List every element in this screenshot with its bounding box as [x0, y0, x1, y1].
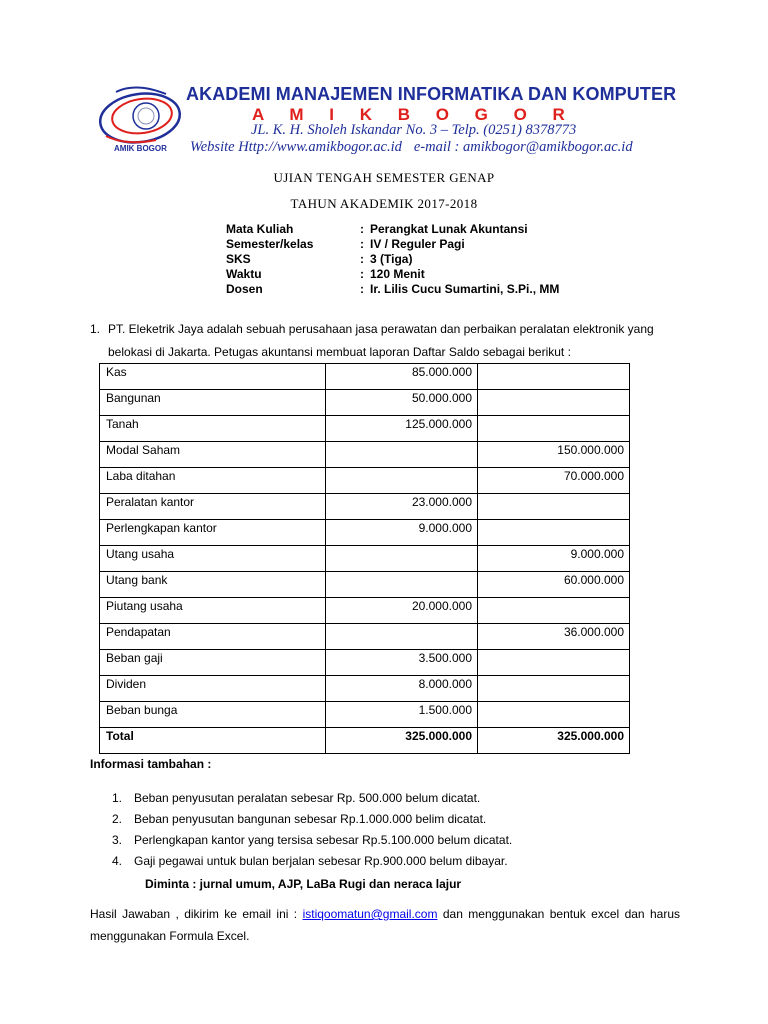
question-1 [90, 318, 682, 364]
website-link[interactable]: Website Http://www.amikbogor.ac.id [190, 139, 402, 155]
additional-notes-list [112, 790, 512, 874]
table-row: Pendapatan 36.000.000 [100, 624, 630, 650]
submission-suffix: dan menggunakan bentuk excel dan harus menggunakan Formula Excel. [90, 907, 681, 943]
question-text: PT. Eleketrik Jaya adalah sebuah perusahaan jasa perawatan dan perbaikan peralatan elektronik yang belokasi di Jakarta. Petugas akuntansi membuat laporan Daftar Saldo sebagai berikut : [108, 322, 654, 359]
submission-prefix: Hasil Jawaban , dikirim ke email ini : [90, 907, 298, 921]
table-row: Tanah 125.000.000 [100, 416, 630, 442]
table-row: Bangunan 50.000.000 [100, 390, 630, 416]
table-row: Dividen 8.000.000 [100, 676, 630, 702]
institution-sub: A M I K B O G O R [252, 105, 576, 124]
table-row: Utang bank 60.000.000 [100, 572, 630, 598]
info-row-course: Mata Kuliah : Perangkat Lunak Akuntansi [226, 222, 528, 236]
table-row: Laba ditahan 70.000.000 [100, 468, 630, 494]
amik-logo [96, 84, 190, 160]
institution-contact [190, 139, 645, 156]
exam-title: UJIAN TENGAH SEMESTER GENAP [273, 170, 495, 185]
table-row: Kas 85.000.000 [100, 364, 630, 390]
list-item: 1. Beban penyusutan peralatan sebesar Rp. 500.000 belum dicatat. [112, 791, 481, 805]
trial-balance-table [99, 363, 630, 754]
question-number: 1. [90, 322, 101, 336]
info-row-time: Waktu : 120 Menit [226, 267, 425, 281]
institution-address: JL. K. H. Sholeh Iskandar No. 3 – Telp. (0251) 8378773 [251, 122, 577, 138]
request-text: Diminta : jurnal umum, AJP, LaBa Rugi dan neraca lajur [145, 877, 462, 891]
list-item: 3. Perlengkapan kantor yang tersisa sebesar Rp.5.100.000 belum dicatat. [112, 833, 513, 847]
exam-year: TAHUN AKADEMIK 2017-2018 [290, 196, 478, 211]
info-row-semester: Semester/kelas : IV / Reguler Pagi [226, 237, 465, 251]
email-contact[interactable]: e-mail : amikbogor@amikbogor.ac.id [413, 139, 633, 155]
info-row-lecturer: Dosen : Ir. Lilis Cucu Sumartini, S.Pi., MM [226, 282, 560, 296]
table-total-row: Total 325.000.000 325.000.000 [100, 728, 630, 754]
table-row: Peralatan kantor 23.000.000 [100, 494, 630, 520]
submission-email-link[interactable]: istiqoomatun@gmail.com [302, 907, 438, 921]
logo-text: AMIK BOGOR [114, 144, 167, 153]
info-row-sks: SKS : 3 (Tiga) [226, 252, 413, 266]
table-row: Beban gaji 3.500.000 [100, 650, 630, 676]
table-row: Piutang usaha 20.000.000 [100, 598, 630, 624]
additional-info-title: Informasi tambahan : [90, 757, 212, 771]
list-item: 4. Gaji pegawai untuk bulan berjalan sebesar Rp.900.000 belum dibayar. [112, 854, 508, 868]
institution-name: AKADEMI MANAJEMEN INFORMATIKA DAN KOMPUTER [186, 84, 677, 104]
table-row: Perlengkapan kantor 9.000.000 [100, 520, 630, 546]
table-row: Beban bunga 1.500.000 [100, 702, 630, 728]
list-item: 2. Beban penyusutan bangunan sebesar Rp.1.000.000 belim dicatat. [112, 812, 487, 826]
table-row: Utang usaha 9.000.000 [100, 546, 630, 572]
course-info [226, 222, 559, 297]
table-row: Modal Saham 150.000.000 [100, 442, 630, 468]
submission-instructions [90, 903, 680, 947]
